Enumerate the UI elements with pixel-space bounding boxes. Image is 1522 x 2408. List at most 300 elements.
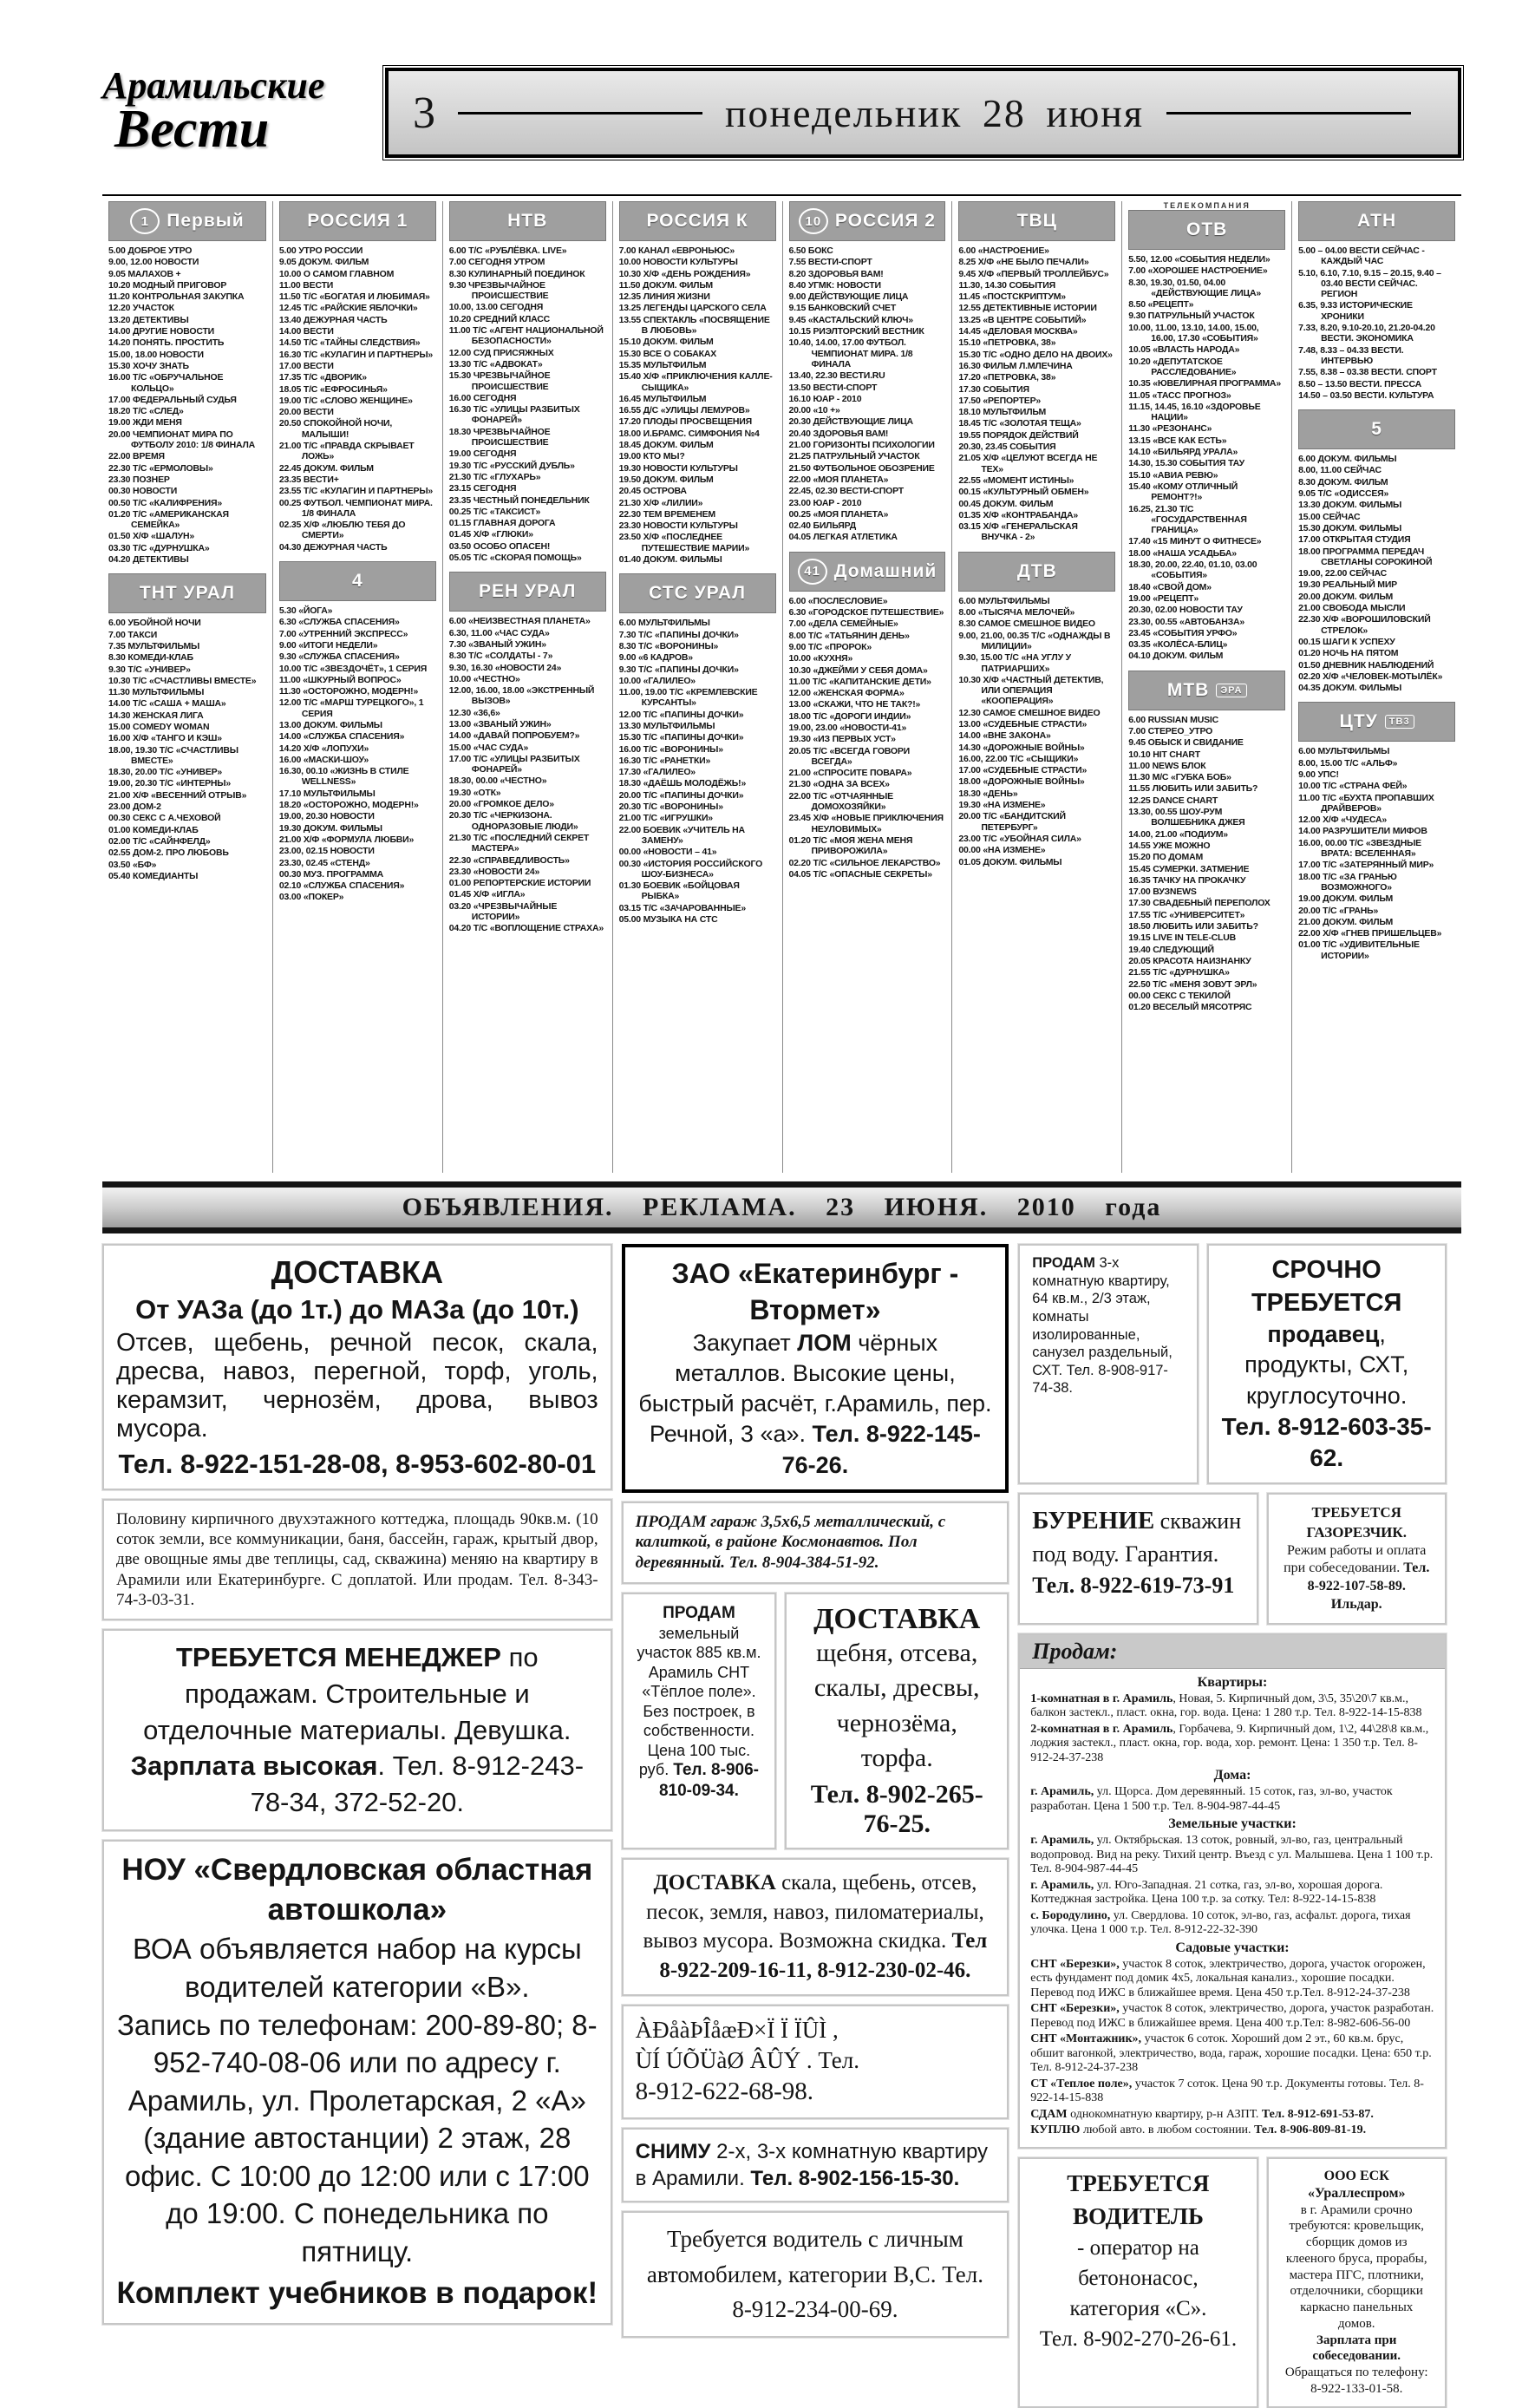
program-entry: 9.00 Т/С «ПРОРОК» (788, 641, 872, 652)
listing-item (1030, 1723, 1434, 1766)
channel-name: Первый (167, 211, 245, 231)
program-entry: 12.25 DANCE CHART (1128, 795, 1218, 806)
program-entry: 13.30, 00.55 ШОУ-РУМ ВОЛШЕБНИКА ДЖЕЯ (1128, 807, 1245, 828)
program-entry: 15.45 СУМЕРКИ. ЗАТМЕНИЕ (1128, 863, 1250, 874)
ad-phone: Тел. 8-922-151-28-08, 8-953-602-80-01 (118, 1449, 597, 1479)
ad-concrete-pump-driver (1018, 2157, 1257, 2408)
tv-guide-column (951, 201, 1121, 1173)
program-entry: 04.05 ЛЕГКАЯ АТЛЕТИКА (788, 532, 898, 543)
tv-guide-column (612, 201, 782, 1173)
listing-lead: СНТ «Монтажник», (1030, 2032, 1142, 2046)
ad-title: ТРЕБУЕТСЯ ВОДИТЕЛЬ (1067, 2169, 1210, 2229)
program-entry: 01.45 Х/Ф «ИГЛА» (448, 889, 526, 900)
program-entry: 14.00 «ВНЕ ЗАКОНА» (958, 730, 1051, 742)
program-entry: 18.45 Т/С «ЗОЛОТАЯ ТЕЩА» (958, 418, 1081, 429)
listings-section (1030, 1940, 1434, 2106)
page-number: 3 (413, 88, 435, 138)
program-entry: 18.20 «ОСТОРОЖНО, МОДЕРН!» (278, 800, 419, 811)
program-entry: 8.30 Т/С «СОЛДАТЫ - 7» (448, 651, 553, 662)
ad-body: Отсев, щебень, речной песок, скала, дресва, навоз, перегной, торф, уголь, керамзит, чернозём, дрова, вывоз мусора. (116, 1329, 598, 1443)
program-entry: 6.00 МУЛЬТФИЛЬМЫ (1298, 746, 1390, 757)
program-entry: 14.30 ЖЕНСКАЯ ЛИГА (108, 710, 204, 721)
program-entry: 03.35 «КОЛЁСА-БЛИЦ» (1128, 639, 1228, 651)
program-entry: 23.35 ЧЕСТНЫЙ ПОНЕДЕЛЬНИК (448, 494, 590, 506)
program-entry: 23.55 Т/С «КУЛАГИН И ПАРТНЕРЫ» (278, 486, 434, 497)
program-list (1298, 454, 1455, 693)
program-entry: 11.50 ДОКУМ. ФИЛЬМ (618, 279, 713, 291)
program-entry: 7.00 «ХОРОШЕЕ НАСТРОЕНИЕ» (1128, 265, 1268, 277)
program-list (789, 596, 946, 880)
channel-number-badge-icon: 41 (798, 559, 827, 585)
program-entry: 20.00 ДОКУМ. ФИЛЬМ (1298, 591, 1394, 602)
program-entry: 5.00 – 04.00 ВЕСТИ СЕЙЧАС - КАЖДЫЙ ЧАС (1298, 245, 1425, 267)
channel-logo (449, 201, 606, 241)
ad-real-estate-listings (1018, 1633, 1447, 2149)
channel-logo (279, 201, 436, 241)
program-entry: 17.00 ВУЗNEWS (1128, 887, 1197, 898)
ad-title: ЗАО «Екатеринбург - Втормет» (671, 1258, 959, 1325)
program-entry: 21.05 Х/Ф «ЦЕЛУЮТ ВСЕГДА НЕ ТЕХ» (958, 453, 1098, 474)
program-list (958, 596, 1115, 867)
program-entry: 23.50 Х/Ф «ПОСЛЕДНЕЕ ПУТЕШЕСТВИЕ МАРИИ» (618, 532, 750, 553)
program-entry: 02.35 Х/Ф «ЛЮБЛЮ ТЕБЯ ДО СМЕРТИ» (278, 520, 406, 541)
listing-lead: СНТ «Березки», (1030, 1957, 1120, 1971)
program-entry: 01.00 Т/С «УДИВИТЕЛЬНЫЕ ИСТОРИИ» (1298, 939, 1420, 961)
channel-name: АТН (1357, 211, 1397, 231)
program-entry: 15.30 ХОЧУ ЗНАТЬ (108, 360, 189, 371)
program-entry: 13.30 ДОКУМ. ФИЛЬМЫ (1298, 500, 1402, 511)
channel-name: ТНТ УРАЛ (139, 583, 235, 604)
program-entry: 9.30 ЧРЕЗВЫЧАЙНОЕ ПРОИСШЕСТВИЕ (448, 279, 549, 302)
program-entry: 23.30 ПОЗНЕР (108, 474, 170, 485)
program-entry: 12.45 Т/С «РАЙСКИЕ ЯБЛОЧКИ» (278, 303, 418, 314)
program-entry: 16.55 Д/С «УЛИЦЫ ЛЕМУРОВ» (618, 405, 750, 416)
program-entry: 16.00 «МАСКИ-ШОУ» (278, 754, 369, 765)
ad-text: земельный участок 885 кв.м. Арамиль СНТ «Тёплое поле». Без построек, в собственности. Цена 100 тыс. руб. (637, 1624, 761, 1779)
program-entry: 10.00 НОВОСТИ КУЛЬТУРЫ (618, 257, 738, 268)
program-entry: 18.00 «НАША УСАДЬБА» (1128, 547, 1237, 559)
tv-guide-column (1121, 201, 1291, 1173)
program-entry: 17.55 Т/С «УНИВЕРСИТЕТ» (1128, 909, 1245, 920)
header-rule-right (1166, 112, 1411, 115)
ad-phone: Тел. 8-922-619-73-91 (1032, 1573, 1235, 1599)
program-entry: 14.50 Т/С «ТАЙНЫ СЛЕДСТВИЯ» (278, 337, 421, 349)
program-entry: 15.30 ДОКУМ. ФИЛЬМЫ (1298, 522, 1402, 533)
program-entry: 9.30 «СЛУЖБА СПАСЕНИЯ» (278, 651, 400, 663)
program-list (449, 616, 606, 933)
ad-dostavka-shchebnya (785, 1593, 1009, 1849)
program-entry: 9.00 «6 КАДРОВ» (618, 652, 693, 664)
program-entry: 21.00 «СПРОСИТЕ ПОВАРА» (788, 768, 912, 779)
program-entry: 8.30 КУЛИНАРНЫЙ ПОЕДИНОК (448, 268, 585, 279)
program-entry: 16.30 Т/С «КУЛАГИН И ПАРТНЕРЫ» (278, 349, 434, 360)
program-entry: 04.20 ДЕТЕКТИВЫ (108, 554, 189, 566)
listing-item (1030, 1879, 1434, 1907)
program-entry: 03.20 «ЧРЕЗВЫЧАЙНЫЕ ИСТОРИИ» (448, 900, 558, 923)
program-entry: 01.20 ВЕСЕЛЫЙ МЯСОТРЯС (1128, 1002, 1252, 1013)
ads-row (1018, 1493, 1447, 1624)
program-list (108, 618, 266, 881)
program-entry: 23.30 НОВОСТИ КУЛЬТУРЫ (618, 520, 738, 532)
program-entry: 20.00 «10 +» (788, 405, 840, 416)
listing-phone: Тел. 8-912-691-53-87. (1261, 2107, 1374, 2121)
program-entry: 22.50 Т/С «МЕНЯ ЗОВУТ ЭРЛ» (1128, 978, 1257, 990)
program-entry: 22.30 Х/Ф «ВОРОШИЛОВСКИЙ СТРЕЛОК» (1298, 614, 1431, 636)
listing-text: ул. Юго-Западная. 21 сотка, газ, эл-во, хорошая дорога. Коттеджная застройка. Цена 100 т.р. за сотку. Тел: 8-922-14-15-838 (1030, 1878, 1383, 1907)
listing-text: участок 6 соток. Хороший дом 2 эт., 60 кв.м. брус, обшит вагонкой, электричество, вода, гараж, хорошие посадки. Цена: 650 т.р. Тел. 8-912-24-37-238 (1030, 2032, 1432, 2075)
ads-row (1018, 2157, 1447, 2408)
program-list (279, 605, 436, 903)
ad-bold-word: продавец (1267, 1321, 1380, 1348)
program-list (449, 245, 606, 563)
program-entry: 22.55 «МОМЕНТ ИСТИНЫ» (958, 474, 1075, 486)
ad-lead: ПРОДАМ (663, 1603, 735, 1622)
newspaper-logo (102, 64, 363, 159)
program-entry: 23.00 Т/С «УБОЙНАЯ СИЛА» (958, 833, 1081, 844)
program-entry: 20.30, 23.45 СОБЫТИЯ (958, 442, 1056, 453)
listing-lead: 2-комнатная в г. Арамиль (1030, 1722, 1173, 1736)
program-entry: 9.05 Т/С «ОДИССЕЯ» (1298, 488, 1389, 500)
ad-title: ДОСТАВКА (271, 1254, 444, 1290)
program-entry: 17.30 СВАДЕБНЫЙ ПЕРЕПОЛОХ (1128, 898, 1271, 909)
program-entry: 9.15 БАНКОВСКИЙ СЧЕТ (788, 303, 897, 314)
ad-seller-wanted (1207, 1244, 1447, 1484)
program-entry: 01.30 БОЕВИК «БОЙЦОВАЯ РЫБКА» (618, 880, 740, 902)
program-entry: 18.30, 20.00, 22.40, 01.10, 03.00 «СОБЫТИЯ» (1128, 559, 1257, 581)
ad-body (637, 1328, 994, 1480)
channel-section (789, 552, 946, 880)
program-entry: 8.25 Х/Ф «НЕ БЫЛО ПЕЧАЛИ» (958, 257, 1089, 268)
ad-bold-word: ЛОМ (797, 1330, 852, 1357)
listing-text: ул. Щорса. Дом деревянный. 15 соток, газ, эл-во, участок разработан. Цена 1 500 т.р. Тел. 8-904-987-44-45 (1030, 1785, 1393, 1813)
program-entry: 7.30 Т/С «ПАПИНЫ ДОЧКИ» (618, 629, 739, 640)
program-entry: 9.00, 21.00, 00.35 Т/С «ОДНАЖДЫ В МИЛИЦИИ» (958, 630, 1111, 651)
listing-lead: г. Арамиль, (1030, 1834, 1094, 1848)
channel-logo (1298, 201, 1455, 241)
ad-phone: Тел. 8-906-810-09-34. (658, 1761, 759, 1800)
program-list (619, 618, 776, 925)
program-entry: 16.00, 00.00 Т/С «ЗВЕЗДНЫЕ ВРАТА: ВСЕЛЕННАЯ» (1298, 837, 1421, 860)
garbled-line2 (636, 2045, 996, 2076)
program-entry: 9.00, 12.00 НОВОСТИ (108, 257, 199, 268)
program-list (1298, 746, 1455, 961)
ad-phone: Тел. 8-912-603-35-62. (1221, 1412, 1432, 1472)
program-entry: 20.30 Т/С «ВОРОНИНЫ» (618, 802, 723, 813)
program-entry: 10.00 Т/С «ЗВЕЗДОЧЁТ», 1 СЕРИЯ (278, 663, 428, 674)
program-entry: 01.05 ДОКУМ. ФИЛЬМЫ (958, 856, 1062, 867)
program-entry: 14.00 «СЛУЖБА СПАСЕНИЯ» (278, 731, 405, 743)
ad-text: Закупает (692, 1330, 798, 1357)
ad-body1: ВОА объявляется набор на курсы водителей категории «В». (132, 1933, 582, 2003)
channel-section (279, 201, 436, 553)
program-entry: 14.20 Х/Ф «ЛОПУХИ» (278, 743, 369, 754)
program-entry: 15.30 ЧРЕЗВЫЧАЙНОЕ ПРОИСШЕСТВИЕ (448, 370, 551, 392)
listings-items (1030, 1834, 1434, 1938)
program-entry: 6.50 БОКС (788, 245, 833, 256)
program-entry: 21.00 ГОРИЗОНТЫ ПСИХОЛОГИИ (788, 440, 935, 451)
program-entry: 8.30 ДОКУМ. ФИЛЬМ (1298, 476, 1388, 487)
program-entry: 18.20 Т/С «СЛЕД» (108, 406, 184, 417)
program-entry: 12.00 Т/С «ПАПИНЫ ДОЧКИ» (618, 709, 744, 720)
ad-uralles-vacancies (1267, 2157, 1447, 2408)
program-entry: 02.40 БИЛЬЯРД (788, 520, 857, 532)
ad-lead: ДОСТАВКА (653, 1870, 776, 1894)
program-entry: 03.30 Т/С «ДУРНУШКА» (108, 542, 210, 553)
ad-phone: Тел. 8-922-145-76-26. (781, 1421, 981, 1478)
program-entry: 18.00, 19.30 Т/С «СЧАСТЛИВЫ ВМЕСТЕ» (108, 744, 238, 766)
date-header-box (385, 68, 1461, 158)
program-entry: 15.00 СЕЙЧАС (1298, 511, 1361, 522)
program-entry: 17.00 Т/С «ЗАТЕРЯННЫЙ МИР» (1298, 860, 1434, 871)
program-entry: 01.20 Т/С «МОЯ ЖЕНА МЕНЯ ПРИВОРОЖИЛА» (788, 834, 913, 857)
newspaper-page (102, 64, 1461, 2408)
ad-cottage-exchange: Половину кирпичного двухэтажного коттеджа, площадь 90кв.м. (10 соток земли, все коммуникации, баня, бассейн, гараж, крытый двор, две овощные ямы две теплицы, сад, скважина) меняю на квартиру в Арамили или Екатеринбурге. С доплатой. Или продам. Тел. 8-343-74-3-03-31. (102, 1499, 612, 1620)
ad-phone: Тел 8-922-209-16-11, 8-912-230-02-46. (659, 1929, 988, 1983)
channel-section (279, 561, 436, 903)
program-entry: 13.00 «СУДЕБНЫЕ СТРАСТИ» (958, 718, 1088, 730)
program-entry: 23.35 ВЕСТИ+ (278, 474, 339, 485)
program-entry: 15.10 «ПЕТРОВКА, 38» (958, 337, 1056, 349)
program-entry: 8.30 Т/С «ВОРОНИНЫ» (618, 640, 719, 651)
program-entry: 12.00 СУД ПРИСЯЖНЫХ (448, 347, 554, 358)
header-rule-left (458, 112, 702, 115)
program-entry: 20.40 ЗДОРОВЬЯ ВАМ! (788, 428, 889, 439)
program-entry: 10.40, 14.00, 17.00 ФУТБОЛ. ЧЕМПИОНАТ МИРА. 1/8 ФИНАЛА (788, 337, 913, 370)
ad-phone: Тел. 8-902-270-26-61. (1039, 2327, 1238, 2352)
program-entry: 7.35 МУЛЬТФИЛЬМЫ (108, 640, 200, 651)
program-entry: 8.40 УГМК: НОВОСТИ (788, 279, 881, 291)
program-entry: 01.00 РЕПОРТЕРСКИЕ ИСТОРИИ (448, 878, 591, 889)
listings-footer (1030, 2108, 1434, 2138)
listing-lead: г. Арамиль, (1030, 1878, 1094, 1892)
ad-tel-label: Тел. (818, 2047, 860, 2073)
ad-phone: Тел. 8-902-265-76-25. (810, 1779, 983, 1838)
program-entry: 8.30, 19.30, 01.50, 04.00 «ДЕЙСТВУЮЩИЕ ЛИЦА» (1128, 277, 1261, 298)
ad-driving-school (102, 1840, 612, 2324)
ad-title: СРОЧНО ТРЕБУЕТСЯ (1251, 1256, 1402, 1317)
program-entry: 19.30 НОВОСТИ КУЛЬТУРЫ (618, 462, 738, 474)
program-entry: 6.00 ДОКУМ. ФИЛЬМЫ (1298, 454, 1397, 465)
program-entry: 19.55 ПОРЯДОК ДЕЙСТВИЙ (958, 429, 1079, 441)
program-entry: 20.00 Т/С «ГРАНЬ» (1298, 905, 1379, 916)
program-entry: 00.00 СЕКС С ТЕКИЛОЙ (1128, 990, 1231, 1001)
ad-well-drilling (1018, 1493, 1257, 1624)
program-entry: 7.00 СЕГОДНЯ УТРОМ (448, 257, 545, 268)
program-entry: 6.00 МУЛЬТФИЛЬМЫ (618, 618, 710, 629)
program-entry: 9.45 «КАСТАЛЬСКИЙ КЛЮЧ» (788, 314, 913, 325)
program-entry: 7.55 ВЕСТИ-СПОРТ (788, 257, 872, 268)
program-entry: 15.00 COMEDY WOMAN (108, 721, 210, 732)
channel-name: 5 (1371, 419, 1382, 440)
program-entry: 15.10 ДОКУМ. ФИЛЬМ (618, 337, 714, 348)
program-entry: 18.00 И.БРАМС. СИМФОНИЯ №4 (618, 428, 760, 439)
program-entry: 19.30 Т/С «РУССКИЙ ДУБЛЬ» (448, 460, 575, 471)
program-entry: 18.50 ЛЮБИТЬ ИЛИ ЗАБИТЬ? (1128, 921, 1258, 932)
program-entry: 18.00 Т/С «ДОРОГИ ИНДИИ» (788, 710, 911, 722)
program-entry: 14.30 «ДОРОЖНЫЕ ВОЙНЫ» (958, 742, 1085, 753)
listings-section (1030, 1816, 1434, 1937)
ad-text: , продукты, СХТ, круглосуточно. (1244, 1321, 1409, 1409)
listings-heading: Дома: (1213, 1768, 1251, 1783)
program-entry: 5.30 «ЙОГА» (278, 605, 333, 617)
program-entry: 16.00, 22.00 Т/С «СЫЩИКИ» (958, 753, 1079, 764)
program-entry: 00.30 «ИСТОРИЯ РОССИЙСКОГО ШОУ-БИЗНЕСА» (618, 858, 763, 880)
program-entry: 19.00 СЕГОДНЯ (448, 448, 517, 460)
listing-lead: г. Арамиль, (1030, 1785, 1094, 1799)
program-entry: 22.30 Т/С «ЕРМОЛОВЫ» (108, 462, 213, 474)
program-entry: 01.20 НОЧЬ НА ПЯТОМ (1298, 648, 1399, 659)
program-entry: 9.30, 15.00 Т/С «НА УГЛУ У ПАТРИАРШИХ» (958, 652, 1071, 674)
ad-footer2: 8-922-133-01-58. (1310, 2381, 1403, 2396)
program-entry: 18.00 ПРОГРАММА ПЕРЕДАЧ СВЕТЛАНЫ СОРОКИНОЙ (1298, 546, 1433, 567)
program-entry: 17.30 СОБЫТИЯ (958, 383, 1029, 395)
program-entry: 17.00 ОТКРЫТАЯ СТУДИЯ (1298, 534, 1411, 546)
program-entry: 15.00 «ЧАС СУДА» (448, 742, 529, 753)
program-entry: 11.15, 14.45, 16.10 «ЗДОРОВЬЕ НАЦИИ» (1128, 401, 1261, 423)
listing-item (1030, 2108, 1434, 2123)
program-list (279, 245, 436, 553)
program-entry: 11.30 «ОСТОРОЖНО, МОДЕРН!» (278, 686, 419, 697)
program-entry: 13.55 СПЕКТАКЛЬ «ПОСВЯЩЕНИЕ В ЛЮБОВЬ» (618, 314, 770, 337)
program-entry: 12.30 САМОЕ СМЕШНОЕ ВИДЕО (958, 707, 1101, 718)
ad-driver-with-car: Требуется водитель с личным автомобилем, категории В,С. Тел. 8-912-234-00-69. (622, 2211, 1009, 2338)
program-entry: 04.30 ДЕЖУРНАЯ ЧАСТЬ (278, 541, 388, 553)
ad-dostavka-uaz-maz (102, 1244, 612, 1490)
program-entry: 7.55, 8.38 – 03.38 ВЕСТИ. СПОРТ (1298, 367, 1437, 378)
program-entry: 5.00 ДОБРОЕ УТРО (108, 245, 193, 256)
program-entry: 18.30 ЧРЕЗВЫЧАЙНОЕ ПРОИСШЕСТВИЕ (448, 426, 551, 448)
listing-item (1030, 1692, 1434, 1721)
channel-section (1298, 409, 1455, 693)
program-entry: 11.30 М/С «ГУБКА БОБ» (1128, 772, 1231, 783)
program-entry: 17.20 ПЛОДЫ ПРОСВЕЩЕНИЯ (618, 416, 752, 428)
program-entry: 17.00 Т/С «УЛИЦЫ РАЗБИТЫХ ФОНАРЕЙ» (448, 753, 580, 775)
date-title: понедельник 28 июня (724, 90, 1145, 135)
program-entry: 8.00 Т/С «ТАТЬЯНИН ДЕНЬ» (788, 630, 910, 641)
program-entry: 18.45 ДОКУМ. ФИЛЬМ (618, 440, 714, 451)
program-entry: 15.10 «АВИА РЕВЮ» (1128, 469, 1218, 481)
channel-name: МТВ (1166, 679, 1210, 700)
program-entry: 00.15 «КУЛЬТУРНЫЙ ОБМЕН» (958, 487, 1089, 498)
program-entry: 20.00 Т/С «БАНДИТСКИЙ ПЕТЕРБУРГ» (958, 811, 1066, 833)
listing-lead: СТ «Теплое поле», (1030, 2077, 1133, 2091)
program-entry: 15.35 МУЛЬТФИЛЬМ (618, 359, 707, 370)
program-entry: 20.05 КРАСОТА НАИЗНАНКУ (1128, 955, 1251, 966)
program-entry: 15.20 ПО ДОМАМ (1128, 852, 1203, 863)
masthead (102, 64, 1461, 182)
program-entry: 5.00 УТРО РОССИИ (278, 245, 363, 256)
program-list (789, 245, 946, 543)
program-entry: 6.30 «ГОРОДСКОЕ ПУТЕШЕСТВИЕ» (788, 607, 944, 618)
program-entry: 9.05 ДОКУМ. ФИЛЬМ (278, 257, 369, 268)
program-entry: 19.30 «НА ИЗМЕНЕ» (958, 800, 1046, 811)
program-entry: 01.20 Т/С «АМЕРИКАНСКАЯ СЕМЕЙКА» (108, 508, 229, 531)
program-entry: 14.00 «ДАВАЙ ПОПРОБУЕМ?» (448, 730, 580, 742)
program-entry: 22.30 ТЕМ ВРЕМЕНЕМ (618, 508, 715, 520)
listing-item (1030, 1834, 1434, 1877)
program-entry: 13.40, 22.30 ВЕСТИ.RU (788, 370, 885, 382)
channel-name: НТВ (507, 211, 548, 231)
program-entry: 7.00 «УТРЕННИЙ ЭКСПРЕСС» (278, 628, 408, 639)
program-entry: 10.15 РИЭЛТОРСКИЙ ВЕСТНИК (788, 326, 924, 337)
channel-section (449, 572, 606, 933)
ad-lead2: Зарплата высокая (130, 1750, 378, 1782)
listing-item (1030, 1785, 1434, 1814)
program-entry: 16.25, 21.30 Т/С «ГОСУДАРСТВЕННАЯ ГРАНИЦА» (1128, 503, 1247, 536)
program-entry: 00.15 ШАГИ К УСПЕХУ (1298, 636, 1395, 647)
program-entry: 11.00 Т/С «БУХТА ПРОПАВШИХ ДРАЙВЕРОВ» (1298, 792, 1434, 814)
program-entry: 20.45 ОСТРОВА (618, 486, 687, 497)
program-entry: 20.00 ВЕСТИ (278, 407, 334, 418)
channel-section (789, 201, 946, 543)
ad-line3: категория «С». (1069, 2297, 1207, 2321)
channel-name: РОССИЯ 2 (834, 211, 936, 231)
program-entry: 16.35 ТАЧКУ НА ПРОКАЧКУ (1128, 874, 1246, 886)
program-entry: 13.00 ДОКУМ. ФИЛЬМЫ (278, 719, 382, 730)
program-entry: 23.45 «СОБЫТИЯ УРФО» (1128, 627, 1238, 638)
program-entry: 8.20 ЗДОРОВЬЯ ВАМ! (788, 268, 884, 279)
program-entry: 18.30 «ДЕНЬ» (958, 788, 1018, 799)
program-entry: 11.00 NEWS БЛОК (1128, 760, 1206, 771)
program-entry: 10.00 «ЧЕСТНО» (448, 673, 520, 684)
ad-text: скала, щебень, отсев, песок, земля, навоз, пиломатериалы, вывоз мусора. Возможна скидка. (643, 1870, 984, 1953)
logo-line1: Арамильские (102, 64, 325, 107)
program-entry: 10.30 Х/Ф «ЧАСТНЫЙ ДЕТЕКТИВ, ИЛИ ОПЕРАЦИЯ «КООПЕРАЦИЯ» (958, 674, 1104, 707)
program-entry: 22.30 «СПРАВЕДЛИВОСТЬ» (448, 854, 570, 866)
program-entry: 6.35, 9.33 ИСТОРИЧЕСКИЕ ХРОНИКИ (1298, 300, 1413, 322)
program-entry: 12.55 ДЕТЕКТИВНЫЕ ИСТОРИИ (958, 303, 1097, 314)
ad-body (1281, 1542, 1433, 1614)
channel-name: 4 (351, 571, 363, 592)
ad-text: скважин под воду. Гарантия. (1032, 1508, 1242, 1567)
program-entry: 9.45 Х/Ф «ПЕРВЫЙ ТРОЛЛЕЙБУС» (958, 268, 1109, 279)
program-entry: 6.00 «ПОСЛЕСЛОВИЕ» (788, 595, 888, 606)
program-entry: 11.00 Т/С «АГЕНТ НАЦИОНАЛЬНОЙ БЕЗОПАСНОСТИ» (448, 325, 604, 347)
program-entry: 05.05 Т/С «СКОРАЯ ПОМОЩЬ» (448, 553, 582, 564)
channel-section (449, 201, 606, 563)
ad-lead: СНИМУ (635, 2139, 711, 2163)
ad-text: 3-х комнатную квартиру, 64 кв.м., 2/3 этаж, комнаты изолированные, санузел раздельный, СХТ. Тел. 8-908-917-74-38. (1032, 1255, 1173, 1397)
listing-item (1030, 2078, 1434, 2106)
tv-guide-column (102, 201, 272, 1173)
program-entry: 04.10 ДОКУМ. ФИЛЬМ (1128, 651, 1224, 662)
ad-title: ДОСТАВКА (813, 1602, 981, 1635)
program-entry: 7.00 «ДЕЛА СЕМЕЙНЫЕ» (788, 618, 898, 630)
listing-item (1030, 1958, 1434, 2001)
program-entry: 18.30, 20.00 Т/С «УНИВЕР» (108, 767, 223, 778)
listings-section (1030, 1768, 1434, 1814)
program-entry: 21.00 Т/С «ИГРУШКИ» (618, 813, 713, 824)
program-entry: 6.00 RUSSIAN MUSIC (1128, 714, 1219, 725)
program-entry: 9.05 МАЛАХОВ + (108, 268, 181, 279)
ad-garage-sale: ПРОДАМ гараж 3,5х6,5 металлический, с калиткой, в районе Космонавтов. Пол деревянный. Тел. 8-904-384-51-92. (622, 1502, 1009, 1584)
program-entry: 13.40 ДЕЖУРНАЯ ЧАСТЬ (278, 314, 388, 325)
ad-body: щебня, отсева, скалы, дресвы, чернозёма, торфа. (813, 1638, 980, 1773)
listings-items (1030, 1692, 1434, 1766)
ad-manager-vacancy (102, 1629, 612, 1831)
program-entry: 10.00, 13.00 СЕГОДНЯ (448, 302, 544, 313)
ad-rent-wanted (622, 2128, 1009, 2202)
program-entry: 01.15 ГЛАВНАЯ ДОРОГА (448, 518, 556, 529)
program-entry: 21.30 Т/С «ПОСЛЕДНИЙ СЕКРЕТ МАСТЕРА» (448, 832, 590, 854)
program-entry: 17.10 МУЛЬТФИЛЬМЫ (278, 788, 376, 799)
channel-overline: ТЕЛЕКОМПАНИЯ (1163, 201, 1251, 210)
program-entry: 13.30 Т/С «АДВОКАТ» (448, 358, 543, 370)
program-entry: 13.50 ВЕСТИ-СПОРТ (788, 382, 878, 393)
program-entry: 16.30, 00.10 «ЖИЗНЬ В СТИЛЕ WELLNESS» (278, 766, 409, 788)
channel-logo (958, 552, 1115, 592)
program-entry: 02.55 ДОМ-2. ПРО ЛЮБОВЬ (108, 847, 229, 859)
